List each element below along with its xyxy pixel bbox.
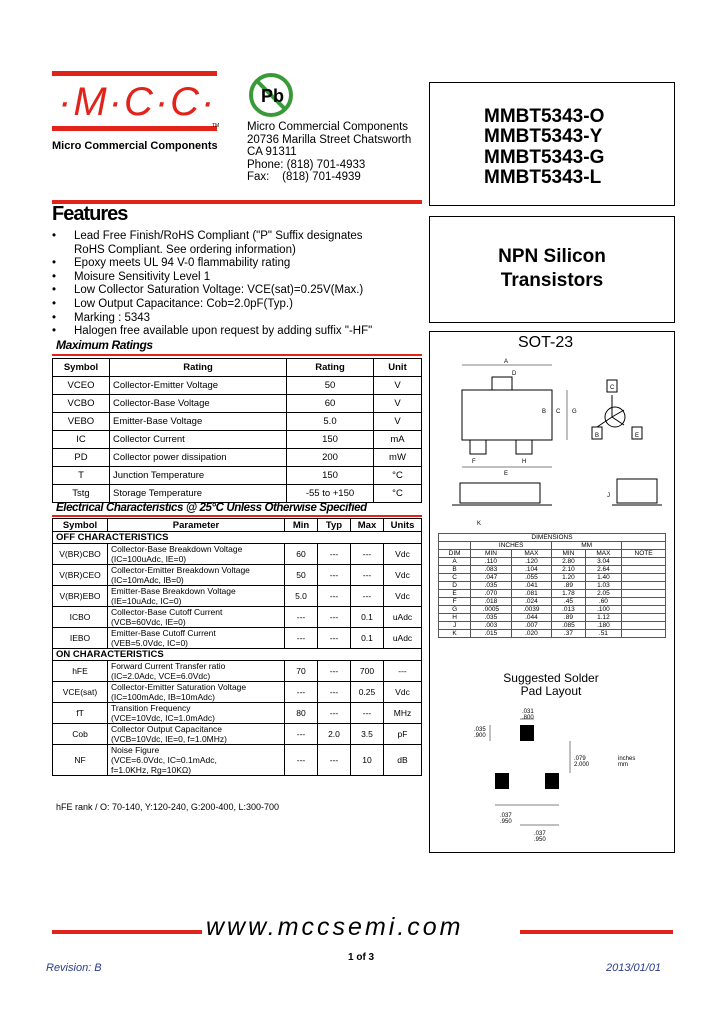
svg-text:2.000: 2.000	[574, 762, 590, 768]
dimensions-table: DIMENSIONS INCHES MM DIM MIN MAX MIN MAX NOTE A .110 .120 2.80 3.04 B .083 .104 2.10 2.64 C .047 .055 1.20 1.40 D .035 .041 .89 1.03 E .070 .081 1.78 2.05 F .018 .024 .45 .60 G .0005 .0039 .013 .100 H .035 .044 .89 1.12 J .003 .007 .085 .180 K .015 .020 .37 .51	[438, 533, 666, 638]
table-row: K .015 .020 .37 .51	[439, 630, 666, 638]
table-row: C .047 .055 1.20 1.40	[439, 574, 666, 582]
company-name: Micro Commercial Components	[52, 140, 218, 152]
svg-text:B: B	[595, 433, 600, 439]
end-view-body	[617, 479, 657, 503]
table-row: VCEO Collector-Emitter Voltage 50 V	[53, 377, 422, 395]
feature-item: • Marking : 5343	[52, 312, 422, 326]
side-view-body	[460, 483, 540, 503]
svg-text:.037: .037	[500, 813, 512, 819]
table-row: VEBO Emitter-Base Voltage 5.0 V	[53, 413, 422, 431]
package-title: SOT-23	[518, 334, 574, 351]
table-row: PD Collector power dissipation 200 mW	[53, 449, 422, 467]
pad-layout-title: Suggested Solder Pad Layout	[503, 671, 599, 698]
part-number: MMBT5343-O	[484, 106, 605, 127]
part-number: MMBT5343-Y	[484, 126, 603, 148]
pad-top	[520, 725, 534, 741]
footer-url: www.mccsemi.com	[206, 913, 464, 941]
address-block	[247, 121, 411, 184]
table-row: IEBO Emitter-Base Cutoff Current (VEB=5.0Vdc, IC=0) --- --- 0.1 uAdc	[53, 628, 422, 649]
package-outline-drawing	[432, 355, 670, 535]
revision-date: 2013/01/01	[606, 962, 662, 974]
address-line: Phone: (818) 701-4933	[247, 158, 366, 171]
company-logo: ·M·C·C·	[58, 80, 217, 124]
features-list	[52, 230, 422, 339]
pad-right	[545, 773, 559, 789]
col-header: Symbol	[53, 359, 110, 377]
table-row: hFE Forward Current Transfer ratio (IC=2.0Adc, VCE=6.0Vdc) 70 --- 700 ---	[53, 661, 422, 682]
table-row: B .083 .104 2.10 2.64	[439, 566, 666, 574]
part-number: MMBT5343-L	[484, 167, 602, 189]
table-row: IC Collector Current 150 mA	[53, 431, 422, 449]
section-row: OFF CHARACTERISTICS	[53, 532, 422, 544]
col-header: Unit	[374, 359, 422, 377]
elec-separator	[52, 515, 422, 517]
section-row: ON CHARACTERISTICS	[53, 649, 422, 661]
svg-text:E: E	[504, 471, 509, 477]
svg-text:G: G	[572, 409, 577, 415]
table-row: V(BR)CEO Collector-Emitter Breakdown Voltage (IC=10mAdc, IB=0) 50 --- --- Vdc	[53, 565, 422, 586]
svg-text:J: J	[607, 493, 610, 499]
svg-text:H: H	[522, 459, 527, 465]
table-row: Tstg Storage Temperature -55 to +150 °C	[53, 485, 422, 503]
trademark: TM	[212, 123, 220, 129]
feature-item: • Epoxy meets UL 94 V-0 flammability rating	[52, 257, 422, 271]
svg-text:.950: .950	[500, 819, 512, 825]
package-body	[462, 390, 552, 440]
address-line: 20736 Marilla Street Chatsworth	[247, 133, 412, 146]
pb-text: Pb	[261, 86, 285, 106]
svg-text:A: A	[504, 359, 509, 365]
svg-text:C: C	[610, 385, 615, 391]
revision-label: Revision: B	[46, 962, 102, 974]
page-number: 1 of 3	[348, 952, 375, 963]
svg-text:K: K	[477, 521, 482, 527]
svg-text:.035: .035	[474, 727, 486, 733]
table-row: VCE(sat) Collector-Emitter Saturation Voltage (IC=100mAdc, IB=10mAdc) --- --- 0.25 Vdc	[53, 682, 422, 703]
table-row: J .003 .007 .085 .180	[439, 622, 666, 630]
svg-text:.037: .037	[534, 831, 546, 837]
elec-title: Electrical Characteristics @ 25°C Unless Otherwise Specified	[56, 502, 367, 514]
table-row: VCBO Collector-Base Voltage 60 V	[53, 395, 422, 413]
description-box	[429, 216, 675, 323]
col-header: Rating	[287, 359, 374, 377]
pad-layout-drawing	[470, 705, 650, 845]
feature-item: • Halogen free available upon request by adding suffix "-HF"	[52, 325, 422, 339]
col-header: Rating	[110, 359, 287, 377]
feature-item: • Low Output Capacitance: Cob=2.0pF(Typ.)	[52, 298, 422, 312]
feature-item: • Lead Free Finish/RoHS Compliant ("P" Suffix designates	[52, 230, 422, 244]
pb-free-badge	[247, 71, 295, 119]
feature-item: • Moisure Sensitivity Level 1	[52, 271, 422, 285]
table-row: G .0005 .0039 .013 .100	[439, 606, 666, 614]
table-row: Cob Collector Output Capacitance (VCB=10Vdc, IE=0, f=1.0MHz) --- 2.0 3.5 pF	[53, 724, 422, 745]
max-ratings-title: Maximum Ratings	[56, 338, 153, 352]
table-row: V(BR)CBO Collector-Base Breakdown Voltage (IC=100uAdc, IE=0) 60 --- --- Vdc	[53, 544, 422, 565]
svg-text:E: E	[635, 433, 640, 439]
table-row: fT Transition Frequency (VCE=10Vdc, IC=1.0mAdc) 80 --- --- MHz	[53, 703, 422, 724]
svg-text:.800: .800	[522, 715, 534, 721]
svg-text:C: C	[556, 409, 561, 415]
table-header-row: Symbol Parameter Min Typ Max Units	[53, 519, 422, 532]
address-line: Micro Commercial Components	[247, 121, 409, 133]
table-row: NF Noise Figure (VCE=6.0Vdc, IC=0.1mAdc, f=1.0KHz, Rg=10KΩ) --- --- 10 dB	[53, 745, 422, 776]
svg-text:.900: .900	[474, 733, 486, 739]
max-ratings-table	[52, 358, 422, 503]
address-line: CA 91311	[247, 146, 297, 159]
footer-bar-left	[52, 930, 202, 934]
svg-text:D: D	[512, 371, 517, 377]
table-row: F .018 .024 .45 .60	[439, 598, 666, 606]
svg-text:F: F	[472, 459, 476, 465]
lead-bottom-left	[470, 440, 486, 454]
table-row: H .035 .044 .89 1.12	[439, 614, 666, 622]
pad-left	[495, 773, 509, 789]
svg-text:inches: inches	[618, 756, 636, 762]
part-number: MMBT5343-G	[484, 146, 605, 168]
table-row: E .070 .081 1.78 2.05	[439, 590, 666, 598]
svg-text:mm: mm	[618, 762, 628, 768]
header-bar-bottom	[52, 126, 217, 131]
table-row: T Junction Temperature 150 °C	[53, 467, 422, 485]
feature-item-cont: RoHS Compliant. See ordering information)	[74, 243, 296, 256]
hfe-rank-note: hFE rank / O: 70-140, Y:120-240, G:200-400, L:300-700	[56, 802, 279, 812]
svg-text:.031: .031	[522, 709, 534, 715]
svg-text:.079: .079	[574, 756, 586, 762]
footer-bar-right	[520, 930, 673, 934]
lead-bottom-right	[516, 440, 532, 454]
part-numbers-box	[429, 82, 675, 206]
svg-text:B: B	[542, 409, 547, 415]
features-title: Features	[52, 203, 128, 225]
description-line: Transistors	[500, 270, 604, 291]
pb-free-icon	[247, 71, 295, 119]
table-row: V(BR)EBO Emitter-Base Breakdown Voltage (IE=10uAdc, IC=0) 5.0 --- --- Vdc	[53, 586, 422, 607]
description-line: NPN Silicon	[498, 246, 606, 267]
table-row: ICBO Collector-Base Cutoff Current (VCB=60Vdc, IE=0) --- --- 0.1 uAdc	[53, 607, 422, 628]
address-line: Fax: (818) 701-4939	[247, 171, 361, 184]
lead-top	[492, 377, 512, 390]
table-row: A .110 .120 2.80 3.04	[439, 558, 666, 566]
header-bar-top	[52, 71, 217, 76]
table-header-row	[53, 359, 422, 377]
max-ratings-separator	[52, 354, 422, 356]
table-row: D .035 .041 .89 1.03	[439, 582, 666, 590]
feature-item: • Low Collector Saturation Voltage: VCE(sat)=0.25V(Max.)	[52, 284, 422, 298]
svg-text:.950: .950	[534, 837, 546, 843]
elec-table	[52, 518, 422, 776]
